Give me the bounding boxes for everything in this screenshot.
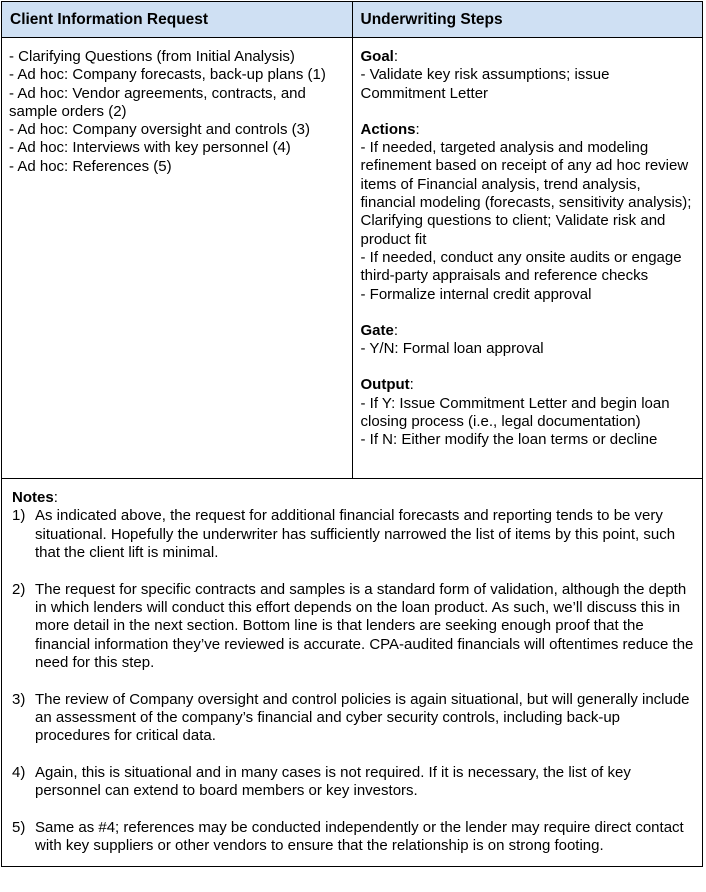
goal-text: - Validate key risk assumptions; issue Commitment Letter bbox=[360, 66, 610, 102]
goal-heading: Goal: bbox=[360, 48, 399, 65]
note-number: 4) bbox=[12, 764, 26, 782]
gate-heading: Gate: bbox=[360, 321, 399, 339]
section-spacer bbox=[361, 304, 695, 322]
notes-heading: Notes: bbox=[12, 489, 58, 506]
section-spacer bbox=[361, 358, 695, 376]
actions-text: - Formalize internal credit approval bbox=[360, 285, 592, 303]
note-number: 5) bbox=[12, 819, 26, 837]
client-request-item: - Ad hoc: References (5) bbox=[9, 157, 172, 175]
actions-label: Actions bbox=[360, 120, 416, 138]
note-item bbox=[12, 581, 694, 672]
note-spacer bbox=[12, 672, 694, 691]
note-item bbox=[12, 507, 694, 562]
client-request-item: - Ad hoc: Vendor agreements, contracts, and sample orders (2) bbox=[9, 84, 306, 120]
goal-label: Goal bbox=[360, 48, 394, 65]
output-text: - If Y: Issue Commitment Letter and begin loan closing process (i.e., legal documentation) bbox=[360, 394, 670, 431]
client-request-item: - Ad hoc: Company forecasts, back-up plans (1) bbox=[9, 66, 326, 84]
client-request-item: - Ad hoc: Interviews with key personnel (4) bbox=[9, 139, 291, 157]
underwriting-heading: Underwriting Steps bbox=[360, 11, 503, 28]
header-row bbox=[2, 2, 703, 38]
gate-label: Gate bbox=[360, 321, 394, 339]
content-row bbox=[2, 38, 703, 479]
note-item bbox=[12, 691, 694, 746]
underwriting-table bbox=[1, 1, 703, 867]
underwriting-cell bbox=[352, 38, 703, 479]
note-number: 1) bbox=[12, 507, 26, 525]
gate-text: - Y/N: Formal loan approval bbox=[360, 340, 544, 358]
note-number: 3) bbox=[12, 690, 26, 708]
notes-row bbox=[2, 479, 703, 867]
note-spacer bbox=[12, 746, 694, 765]
note-text: The review of Company oversight and control policies is again situational, but will generally include an assessment of the company’s financial and cyber security controls, including back-up procedures for critical data. bbox=[35, 690, 690, 745]
note-text: As indicated above, the request for additional financial forecasts and reporting tends to be very situational. Hopefully the underwriter has sufficiently narrowed the list of items by this point, such that the client lift is minimal. bbox=[35, 507, 676, 561]
note-text: The request for specific contracts and samples is a standard form of validation, although the depth in which lenders will conduct this effort depends on the loan product. As such, we’ll discuss this in more detail in the next section. Bottom line is that lenders are seeking enough proof that the financial information they’ve reviewed is accurate. CPA-audited financials will oftentimes reduce the need for this step. bbox=[35, 580, 694, 671]
client-request-item: - Ad hoc: Company oversight and controls (3) bbox=[9, 121, 310, 139]
actions-heading: Actions: bbox=[360, 120, 420, 138]
notes-cell bbox=[2, 479, 703, 867]
note-number: 2) bbox=[12, 580, 26, 598]
note-text: Same as #4; references may be conducted independently or the lender may require direct contact with key suppliers or other vendors to ensure that the relationship is on strong footing. bbox=[35, 819, 684, 855]
notes-label: Notes bbox=[12, 489, 54, 506]
actions-text: - If needed, conduct any onsite audits or engage third-party appraisals and reference checks bbox=[360, 248, 682, 285]
actions-text: - If needed, targeted analysis and modeling refinement based on receipt of any ad hoc review items of Financial analysis, trend analysis, financial modeling (forecasts, sensitivity analysis); Clarifying questions to client; Validate risk and product fit bbox=[360, 139, 692, 248]
note-spacer bbox=[12, 801, 694, 820]
header-cell-client-request bbox=[2, 2, 353, 38]
section-spacer bbox=[361, 103, 695, 121]
note-text: Again, this is situational and in many cases is not required. If it is necessary, the list of key personnel can extend to board members or key investors. bbox=[35, 764, 631, 800]
note-item bbox=[12, 764, 694, 801]
client-request-cell bbox=[2, 38, 353, 479]
client-request-heading: Client Information Request bbox=[10, 11, 209, 28]
header-cell-underwriting bbox=[352, 2, 703, 38]
output-heading: Output: bbox=[360, 376, 414, 394]
note-item bbox=[12, 819, 694, 856]
client-request-item: - Clarifying Questions (from Initial Analysis) bbox=[9, 48, 295, 65]
output-label: Output bbox=[360, 376, 410, 394]
output-text: - If N: Either modify the loan terms or decline bbox=[360, 431, 658, 449]
note-spacer bbox=[12, 562, 694, 581]
